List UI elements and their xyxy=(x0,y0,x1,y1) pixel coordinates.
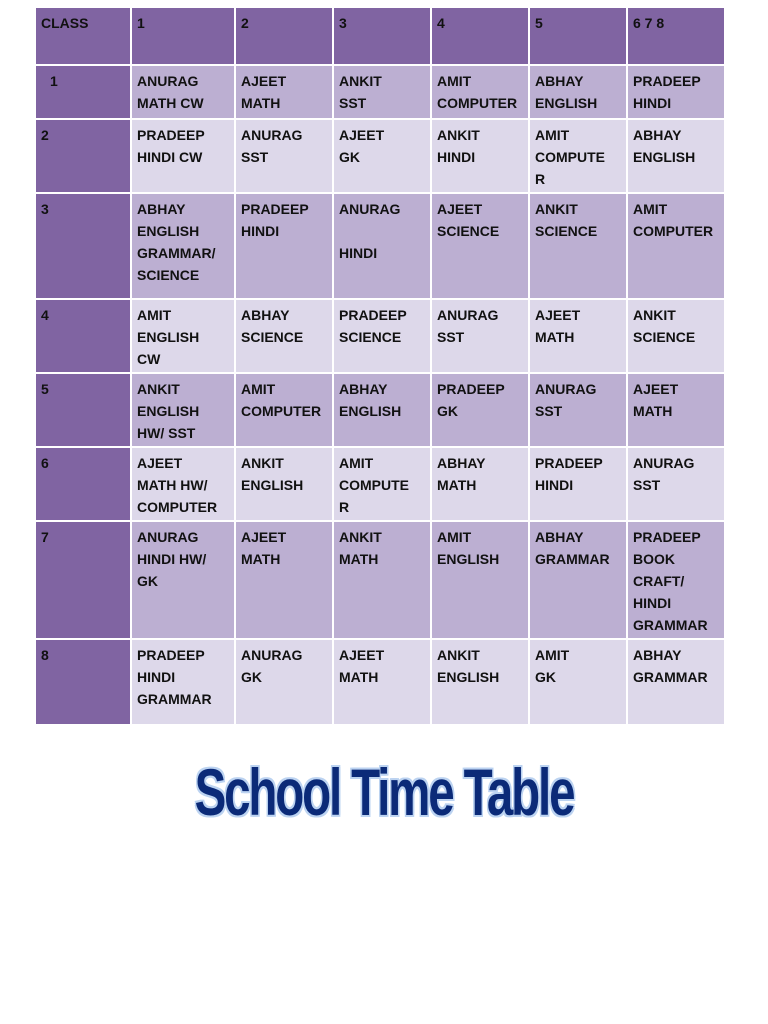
table-cell: ABHAY MATH xyxy=(432,448,528,520)
table-cell: ANURAG SST xyxy=(530,374,626,446)
table-cell: AJEET MATH xyxy=(236,66,332,118)
class-label: 1 xyxy=(36,66,130,118)
table-cell: ANKIT SCIENCE xyxy=(530,194,626,298)
header-period-1: 1 xyxy=(132,8,234,64)
table-cell: AMIT COMPUTER xyxy=(628,194,724,298)
table-row xyxy=(36,120,724,192)
table-cell: ANURAG GK xyxy=(236,640,332,724)
table-cell: AJEET MATH xyxy=(530,300,626,372)
table-cell: ANURAG SST xyxy=(236,120,332,192)
table-cell: PRADEEP HINDI CW xyxy=(132,120,234,192)
table-cell: PRADEEP HINDI GRAMMAR xyxy=(132,640,234,724)
table-cell: PRADEEP BOOK CRAFT/ HINDI GRAMMAR xyxy=(628,522,724,638)
table-cell: ABHAY GRAMMAR xyxy=(628,640,724,724)
header-period-6: 6 7 8 xyxy=(628,8,724,64)
class-label: 4 xyxy=(36,300,130,372)
table-cell: ABHAY GRAMMAR xyxy=(530,522,626,638)
table-cell: ABHAY ENGLISH xyxy=(628,120,724,192)
table-cell: ANURAG HINDI HW/ GK xyxy=(132,522,234,638)
header-period-4: 4 xyxy=(432,8,528,64)
class-label: 3 xyxy=(36,194,130,298)
table-cell: AMIT ENGLISH CW xyxy=(132,300,234,372)
table-cell: ANKIT MATH xyxy=(334,522,430,638)
table-cell: AMIT GK xyxy=(530,640,626,724)
table-cell: AMIT COMPUTE R xyxy=(530,120,626,192)
table-cell: ABHAY ENGLISH xyxy=(530,66,626,118)
class-label: 7 xyxy=(36,522,130,638)
table-cell: ABHAY SCIENCE xyxy=(236,300,332,372)
class-label: 2 xyxy=(36,120,130,192)
table-cell: AMIT COMPUTE R xyxy=(334,448,430,520)
table-cell: AMIT COMPUTER xyxy=(432,66,528,118)
header-period-2: 2 xyxy=(236,8,332,64)
table-cell: ABHAY ENGLISH GRAMMAR/ SCIENCE xyxy=(132,194,234,298)
table-row xyxy=(36,374,724,446)
table-cell: AJEET GK xyxy=(334,120,430,192)
timetable xyxy=(34,6,726,726)
class-label: 5 xyxy=(36,374,130,446)
table-row xyxy=(36,522,724,638)
table-cell: AMIT COMPUTER xyxy=(236,374,332,446)
table-cell: PRADEEP HINDI xyxy=(236,194,332,298)
table-cell: ANKIT ENGLISH HW/ SST xyxy=(132,374,234,446)
table-cell: PRADEEP SCIENCE xyxy=(334,300,430,372)
table-cell: PRADEEP HINDI xyxy=(530,448,626,520)
table-cell: AJEET SCIENCE xyxy=(432,194,528,298)
table-cell: ANKIT ENGLISH xyxy=(432,640,528,724)
table-row xyxy=(36,194,724,298)
class-label: 8 xyxy=(36,640,130,724)
table-row xyxy=(36,640,724,724)
table-cell: ANKIT HINDI xyxy=(432,120,528,192)
header-row xyxy=(36,8,724,64)
header-period-5: 5 xyxy=(530,8,626,64)
table-cell: AJEET MATH xyxy=(236,522,332,638)
table-cell: ANURAG SST xyxy=(628,448,724,520)
table-cell: PRADEEP GK xyxy=(432,374,528,446)
table-cell: ABHAY ENGLISH xyxy=(334,374,430,446)
page-title: School Time Table xyxy=(194,755,574,829)
table-cell: ANKIT SST xyxy=(334,66,430,118)
table-cell: ANKIT ENGLISH xyxy=(236,448,332,520)
header-class: CLASS xyxy=(36,8,130,64)
table-cell: PRADEEP HINDI xyxy=(628,66,724,118)
table-cell: ANKIT SCIENCE xyxy=(628,300,724,372)
table-cell: AMIT ENGLISH xyxy=(432,522,528,638)
table-cell: AJEET MATH xyxy=(628,374,724,446)
table-cell: ANURAG SST xyxy=(432,300,528,372)
header-period-3: 3 xyxy=(334,8,430,64)
table-cell: ANURAG HINDI xyxy=(334,194,430,298)
table-cell: AJEET MATH HW/ COMPUTER xyxy=(132,448,234,520)
class-label: 6 xyxy=(36,448,130,520)
table-row xyxy=(36,448,724,520)
table-cell: AJEET MATH xyxy=(334,640,430,724)
table-row xyxy=(36,300,724,372)
table-cell: ANURAG MATH CW xyxy=(132,66,234,118)
table-row xyxy=(36,66,724,118)
